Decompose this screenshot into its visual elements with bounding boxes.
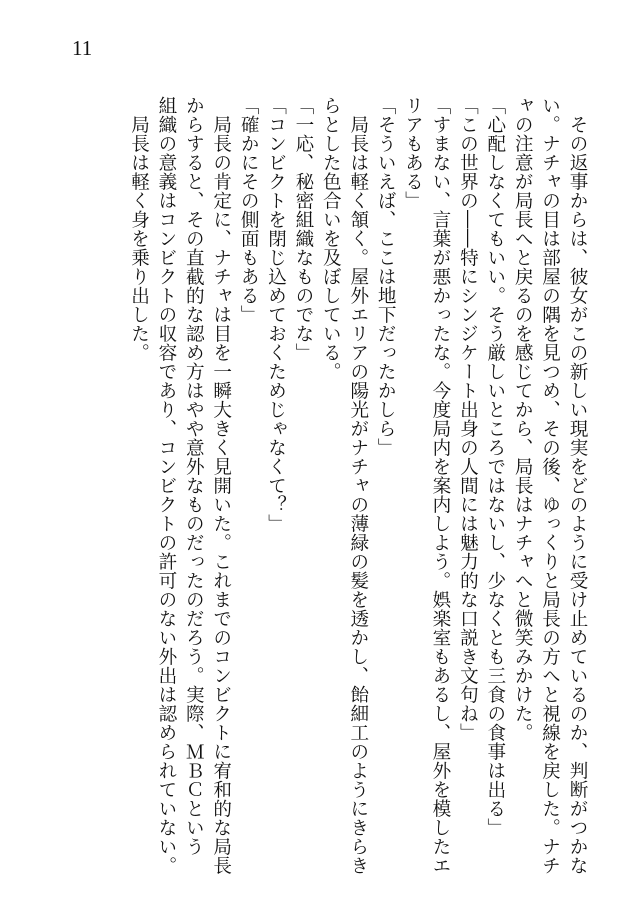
text-line: らとした色合いを及ぼしている。	[320, 96, 342, 381]
text-line: 組織の意義はコンビクトの収容であり、コンビクトの許可のない外出は認められていない。	[155, 96, 177, 875]
text-line: ャの注意が局長へと戻るのを感じてから、局長はナチャへと微笑みかけた。	[512, 96, 534, 742]
text-line: い。ナチャの目は部屋の隅を見つめ、その後、ゆっくりと局長の方へと視線を戻した。ナチ	[539, 96, 561, 875]
text-line: 局長は軽く身を乗り出した。	[128, 96, 150, 362]
text-line: その返事からは、彼女がこの新しい現実をどのように受け止めているのか、判断がつかな	[567, 96, 588, 875]
text-line: 「確かにその側面もある」	[238, 96, 260, 324]
text-line: 「一応、秘密組織なものでな」	[292, 96, 314, 362]
text-line: リアもある」	[402, 96, 424, 210]
novel-body-text	[71, 96, 591, 875]
page-number: 11	[72, 36, 93, 60]
text-line: 局長の肯定に、ナチャは目を一瞬大きく見開いた。これまでのコンビクトに宥和的な局長	[210, 96, 232, 875]
text-line: 「心配しなくてもいい。そう厳しいところではないし、少なくとも三食の食事は出る」	[484, 96, 506, 837]
text-line: 「この世界の――特にシンジケート出身の人間には魅力的な口説き文句ね」	[457, 96, 479, 742]
text-line: からすると、その直截的な認め方はやや意外なものだったのだろう。実際、ＭＢＣという	[183, 96, 205, 856]
text-line: 「そういえば、ここは地下だったかしら」	[375, 96, 397, 457]
text-line: 「コンビクトを閉じ込めておくためじゃなくて？」	[265, 96, 287, 533]
text-line: 局長は軽く頷く。屋外エリアの陽光がナチャの薄緑の髪を透かし、飴細工のようにきらき	[347, 96, 369, 875]
text-line: 「すまない、言葉が悪かったな。今度局内を案内しよう。娯楽室もあるし、屋外を模したエ	[429, 96, 451, 875]
